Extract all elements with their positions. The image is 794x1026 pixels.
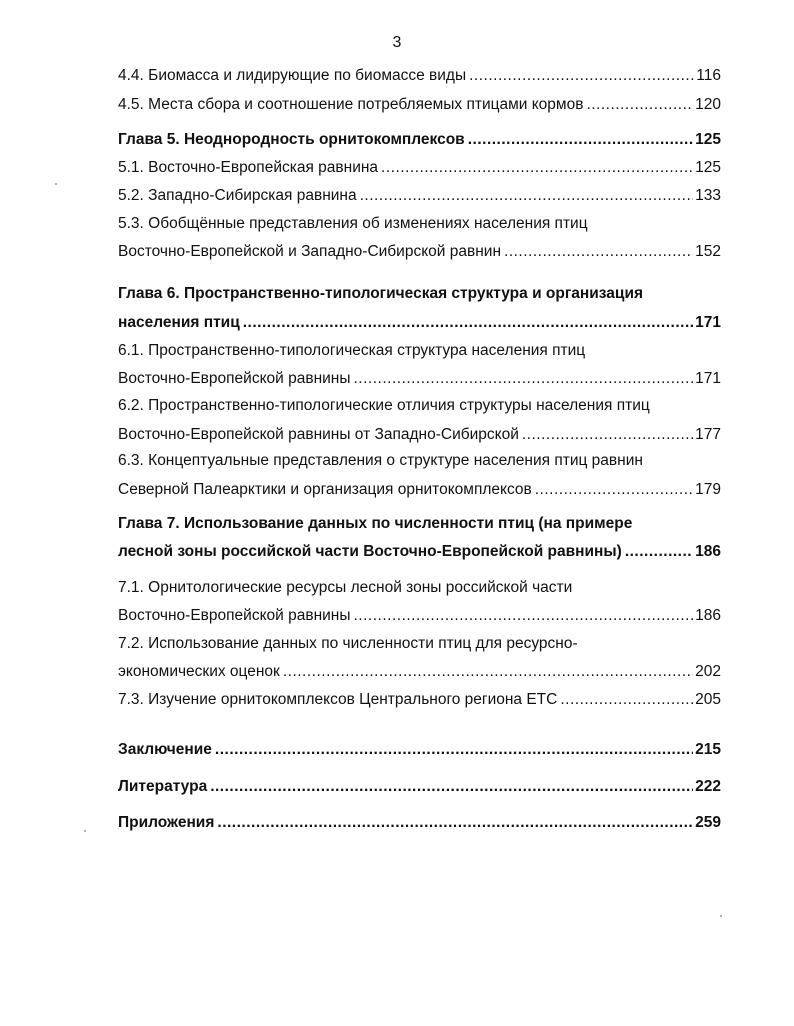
dot-leader: [215, 740, 693, 760]
dot-leader: [504, 242, 693, 262]
dot-leader: [535, 480, 693, 500]
toc-entry-7-1[interactable]: [118, 606, 721, 626]
scan-speck: [84, 830, 86, 832]
toc-entry-page: 177: [695, 426, 721, 443]
toc-section-title: Приложения: [118, 814, 215, 831]
toc-entry-page: 186: [695, 607, 721, 624]
toc-entry-title: Восточно-Европейской равнины: [118, 607, 351, 624]
toc-chapter-6-line1[interactable]: Глава 6. Пространственно-типологическая структура и организация: [118, 285, 644, 302]
toc-chapter-page: 125: [695, 131, 721, 148]
toc-chapter-title: лесной зоны российской части Восточно-Европейской равнины): [118, 543, 622, 560]
dot-leader: [210, 777, 693, 797]
toc-chapter-5[interactable]: [118, 130, 721, 150]
dot-leader: [243, 313, 693, 333]
toc-entry-title: экономических оценок: [118, 663, 280, 680]
toc-entry-6-1[interactable]: [118, 369, 721, 389]
toc-entry-title: Восточно-Европейской и Западно-Сибирской равнин: [118, 243, 502, 260]
dot-leader: [468, 130, 693, 150]
dot-leader: [354, 606, 694, 626]
dot-leader: [625, 542, 693, 562]
toc-entry-page: 152: [695, 243, 721, 260]
toc-chapter-7[interactable]: [118, 542, 721, 562]
toc-entry-title: 5.1. Восточно-Европейская равнина: [118, 159, 379, 176]
toc-entry-page: 133: [695, 187, 721, 204]
toc-entry-6-1-line1[interactable]: 6.1. Пространственно-типологическая структура населения птиц: [118, 342, 586, 359]
toc-section-title: Литература: [118, 778, 208, 795]
toc-entry-title: 7.3. Изучение орнитокомплексов Центрального региона ЕТС: [118, 691, 558, 708]
toc-section-page: 222: [695, 778, 721, 795]
toc-chapter-7-line1[interactable]: Глава 7. Использование данных по численности птиц (на примере: [118, 515, 633, 532]
toc-entry-5-1[interactable]: [118, 158, 721, 178]
toc-chapter-page: 186: [695, 543, 721, 560]
toc-section-page: 259: [695, 814, 721, 831]
toc-entry-7-1-line1[interactable]: 7.1. Орнитологические ресурсы лесной зоны российской части: [118, 579, 573, 596]
dot-leader: [381, 158, 693, 178]
toc-literature[interactable]: [118, 777, 721, 797]
toc-entry-page: 125: [695, 159, 721, 176]
scan-speck: [720, 915, 722, 917]
toc-chapter-page: 171: [695, 314, 721, 331]
dot-leader: [360, 186, 694, 206]
toc-entry-7-3[interactable]: [118, 690, 721, 710]
toc-entry-5-3[interactable]: [118, 242, 721, 262]
dot-leader: [522, 425, 693, 445]
toc-entry-page: 179: [695, 481, 721, 498]
toc-entry-6-3-line1[interactable]: 6.3. Концептуальные представления о структуре населения птиц равнин: [118, 452, 643, 469]
toc-entry-5-3-line1[interactable]: 5.3. Обобщённые представления об изменениях населения птиц: [118, 215, 588, 232]
page-number: 3: [392, 34, 402, 51]
toc-entry-title: 4.5. Места сбора и соотношение потребляемых птицами кормов: [118, 96, 584, 113]
toc-entry-6-2[interactable]: [118, 425, 721, 445]
toc-entry-page: 120: [695, 96, 721, 113]
dot-leader: [560, 690, 693, 710]
dot-leader: [469, 66, 694, 86]
toc-entry-page: 171: [695, 370, 721, 387]
toc-conclusion[interactable]: [118, 740, 721, 760]
scan-speck: [55, 183, 57, 185]
toc-entry-title: Северной Палеарктики и организация орнитокомплексов: [118, 481, 532, 498]
toc-entry-6-2-line1[interactable]: 6.2. Пространственно-типологические отличия структуры населения птиц: [118, 397, 650, 414]
toc-entry-title: Восточно-Европейской равнины от Западно-Сибирской: [118, 426, 519, 443]
toc-entry-5-2[interactable]: [118, 186, 721, 206]
dot-leader: [354, 369, 694, 389]
dot-leader: [586, 95, 693, 115]
toc-entry-7-2[interactable]: [118, 662, 721, 682]
toc-chapter-6[interactable]: [118, 313, 721, 333]
toc-entry-title: 4.4. Биомасса и лидирующие по биомассе виды: [118, 67, 467, 84]
toc-entry-page: 205: [695, 691, 721, 708]
toc-entry-page: 116: [696, 67, 721, 84]
toc-section-page: 215: [695, 741, 721, 758]
toc-section-title: Заключение: [118, 741, 212, 758]
dot-leader: [283, 662, 693, 682]
toc-entry-6-3[interactable]: [118, 480, 721, 500]
toc-entry-7-2-line1[interactable]: 7.2. Использование данных по численности птиц для ресурсно-: [118, 635, 578, 652]
toc-appendices[interactable]: [118, 813, 721, 833]
toc-entry-title: Восточно-Европейской равнины: [118, 370, 351, 387]
toc-entry-title: 5.2. Западно-Сибирская равнина: [118, 187, 357, 204]
dot-leader: [217, 813, 693, 833]
toc-chapter-title: Глава 5. Неоднородность орнитокомплексов: [118, 131, 465, 148]
toc-chapter-title: населения птиц: [118, 314, 240, 331]
toc-entry-4-4[interactable]: [118, 66, 721, 86]
toc-entry-page: 202: [695, 663, 721, 680]
toc-entry-4-5[interactable]: [118, 95, 721, 115]
